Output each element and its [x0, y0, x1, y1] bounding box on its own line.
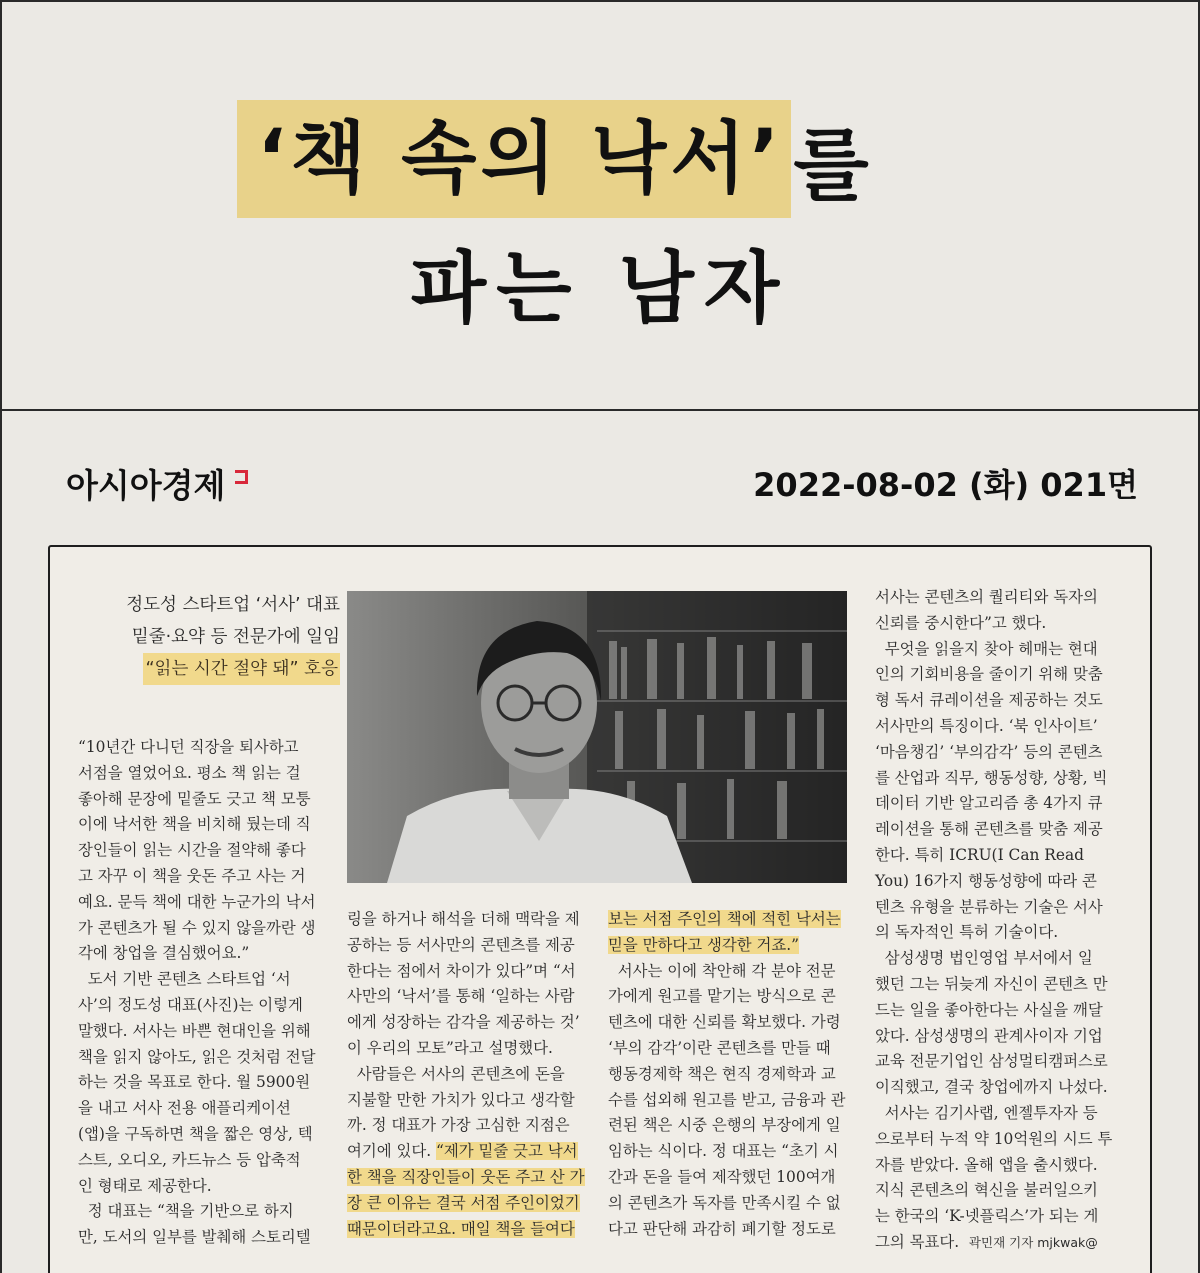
article-column-4	[875, 585, 1125, 1256]
article-line: 링을 하거나 해석을 더해 맥락을 제	[347, 910, 580, 928]
article-line: 이 우리의 모토”라고 설명했다.	[347, 1038, 553, 1057]
headline-block	[0, 0, 1200, 411]
article-line: 고 자꾸 이 책을 웃돈 주고 사는 거	[78, 866, 306, 885]
article-line: 행동경제학 책은 현직 경제학과 교	[608, 1064, 836, 1083]
article-line: 텐츠에 대한 신뢰를 확보했다. 가령	[608, 1013, 841, 1032]
highlighted-quote: “제가 밑줄 긋고 낙서	[436, 1142, 578, 1161]
highlighted-quote: 장 큰 이유는 결국 서점 주인이었기	[347, 1193, 580, 1212]
article-line: 형 독서 큐레이션을 제공하는 것도	[875, 691, 1103, 710]
article-photo	[347, 591, 847, 883]
article-line: 서사는 콘텐츠의 퀄리티와 독자의	[875, 588, 1098, 606]
subhead-line: 정도성 스타트업 ‘서사’ 대표	[126, 595, 340, 615]
article-line: 했던 그는 뒤늦게 자신이 콘텐츠 만	[875, 974, 1108, 993]
article-line: 련된 책은 시중 은행의 부장에게 일	[608, 1116, 841, 1135]
article-line: (앱)을 구독하면 책을 짧은 영상, 텍	[78, 1124, 313, 1143]
article-line: 사’의 정도성 대표(사진)는 이렇게	[78, 995, 303, 1014]
article-line: 신뢰를 중시한다”고 했다.	[875, 613, 1047, 632]
reporter-byline: 곽민재 기자 mjkwak@	[968, 1234, 1098, 1250]
highlighted-quote: 믿을 만하다고 생각한 거죠.”	[608, 935, 799, 954]
article-line: 교육 전문기업인 삼성멀티캠퍼스로	[875, 1052, 1108, 1071]
article-line: 서사만의 특징이다. ‘북 인사이트’	[875, 716, 1098, 735]
article-line: 지불할 만한 가치가 있다고 생각할	[347, 1090, 575, 1109]
article-line: 간과 돈을 들여 제작했던 100여개	[608, 1167, 836, 1186]
headline-line-1-rest: 를	[793, 121, 869, 211]
headline-line-2: 파는 남자	[410, 244, 790, 334]
article-line: 하는 것을 목표로 한다. 월 5900원	[78, 1073, 311, 1092]
article-line: 인의 기회비용을 줄이기 위해 맞춤	[875, 665, 1103, 684]
article-line: 까. 정 대표가 가장 고심한 지점은	[347, 1116, 570, 1135]
article-line	[875, 1230, 1125, 1256]
article-line: 다고 판단해 과감히 폐기할 정도로	[608, 1219, 836, 1238]
article-line: 만, 도서의 일부를 발췌해 스토리텔	[78, 1228, 311, 1247]
article-line: 의 콘텐츠가 독자를 만족시킬 수 없	[608, 1193, 841, 1212]
article-line: 에게 성장하는 감각을 제공하는 것’	[347, 1013, 580, 1032]
article-line: 를 산업과 직무, 행동성향, 상황, 빅	[875, 768, 1108, 787]
newspaper-logo-icon	[235, 470, 248, 484]
newspaper-name: 아시아경제	[66, 466, 226, 505]
article-line: 서사는 김기사랩, 엔젤투자자 등	[875, 1103, 1098, 1122]
highlighted-quote: 보는 서점 주인의 책에 적힌 낙서는	[608, 910, 841, 928]
article-line: 레이션을 통해 콘텐츠를 맞춤 제공	[875, 820, 1103, 839]
article-line: 의 독자적인 특허 기술이다.	[875, 923, 1059, 942]
article-text: 그의 목표다.	[875, 1232, 960, 1251]
article-line: 공하는 등 서사만의 콘텐츠를 제공	[347, 935, 575, 954]
subhead-line: 밑줄·요약 등 전문가에 일임	[131, 627, 340, 647]
article-column-1	[78, 735, 340, 1251]
article-subhead	[74, 589, 340, 685]
article-line: 는 한국의 ‘K-넷플릭스’가 되는 게	[875, 1207, 1099, 1226]
article-line: 데이터 기반 알고리즘 총 4가지 큐	[875, 794, 1103, 813]
article-line: 드는 일을 좋아한다는 사실을 깨달	[875, 1000, 1103, 1019]
article-line: 스트, 오디오, 카드뉴스 등 압축적	[78, 1150, 301, 1169]
headline-highlight: ‘책 속의 낙서’	[237, 100, 791, 218]
article-line	[347, 1139, 592, 1165]
portrait-photo-image	[347, 591, 847, 883]
article-line: 좋아해 문장에 밑줄도 긋고 책 모퉁	[78, 789, 311, 808]
article-line: 수를 섭외해 원고를 받고, 금융과 관	[608, 1090, 846, 1109]
article-line: 책을 읽지 않아도, 읽은 것처럼 전달	[78, 1047, 316, 1066]
article-line: 으로부터 누적 약 10억원의 시드 투	[875, 1129, 1113, 1148]
article-line: 말했다. 서사는 바쁜 현대인을 위해	[78, 1021, 311, 1040]
article-line: 사람들은 서사의 콘텐츠에 돈을	[347, 1064, 565, 1083]
article-line: 가 콘텐츠가 될 수 있지 않을까란 생	[78, 918, 316, 937]
article-line: 장인들이 읽는 시간을 절약해 좋다	[78, 841, 306, 860]
article-line: “10년간 다니던 직장을 퇴사하고	[78, 738, 299, 756]
article-line: ‘부의 감각’이란 콘텐츠를 만들 때	[608, 1038, 831, 1057]
article-line: 도서 기반 콘텐츠 스타트업 ‘서	[78, 970, 291, 989]
article-line: 사만의 ‘낙서’를 통해 ‘일하는 사람	[347, 987, 575, 1006]
article-text: 여기에 있다.	[347, 1142, 437, 1161]
subhead-line-highlighted: “읽는 시간 절약 돼” 호응	[143, 653, 340, 685]
article-line: 자를 받았다. 올해 앱을 출시했다.	[875, 1155, 1098, 1174]
article-line: 인 형태로 제공한다.	[78, 1176, 212, 1195]
article-line: 서점을 열었어요. 평소 책 읽는 걸	[78, 763, 301, 782]
article-line: 한다는 점에서 차이가 있다”며 “서	[347, 961, 576, 980]
highlighted-quote: 한 책을 직장인들이 웃돈 주고 산 가	[347, 1167, 585, 1186]
newspaper-clipping	[48, 545, 1152, 1273]
article-line: 을 내고 서사 전용 애플리케이션	[78, 1099, 291, 1118]
article-line: 임하는 식이다. 정 대표는 “초기 시	[608, 1142, 839, 1161]
article-line: 예요. 문득 책에 대한 누군가의 낙서	[78, 892, 316, 911]
article-column-3	[608, 907, 853, 1242]
article-line: ‘마음챙김’ ‘부의감각’ 등의 콘텐츠	[875, 742, 1103, 761]
article-line: 한다. 특히 ICRU(I Can Read	[875, 845, 1085, 864]
article-line: 이에 낙서한 책을 비치해 뒀는데 직	[78, 815, 311, 834]
highlighted-quote: 때문이더라고요. 매일 책을 들여다	[347, 1219, 575, 1238]
article-column-2	[347, 907, 592, 1242]
article-line: 삼성생명 법인영업 부서에서 일	[875, 949, 1093, 968]
article-line: 서사는 이에 착안해 각 분야 전문	[608, 961, 836, 980]
article-line: 가에게 원고를 맡기는 방식으로 콘	[608, 987, 836, 1006]
article-line: 무엇을 읽을지 찾아 헤매는 현대	[875, 639, 1098, 658]
article-line: 각에 창업을 결심했어요.”	[78, 944, 250, 963]
article-line: 정 대표는 “책을 기반으로 하지	[78, 1202, 294, 1221]
article-line: 았다. 삼성생명의 관계사이자 기업	[875, 1026, 1103, 1045]
article-line: 지식 콘텐츠의 혁신을 불러일으키	[875, 1181, 1098, 1200]
publication-date: 2022-08-02 (화) 021면	[753, 466, 1138, 504]
article-line: 이직했고, 결국 창업에까지 나섰다.	[875, 1078, 1108, 1097]
headline-line-1	[237, 100, 869, 218]
newspaper-masthead	[66, 460, 248, 507]
article-line: 텐츠 유형을 분류하는 기술은 서사	[875, 897, 1103, 916]
article-line: You) 16가지 행동성향에 따라 콘	[875, 871, 1097, 890]
